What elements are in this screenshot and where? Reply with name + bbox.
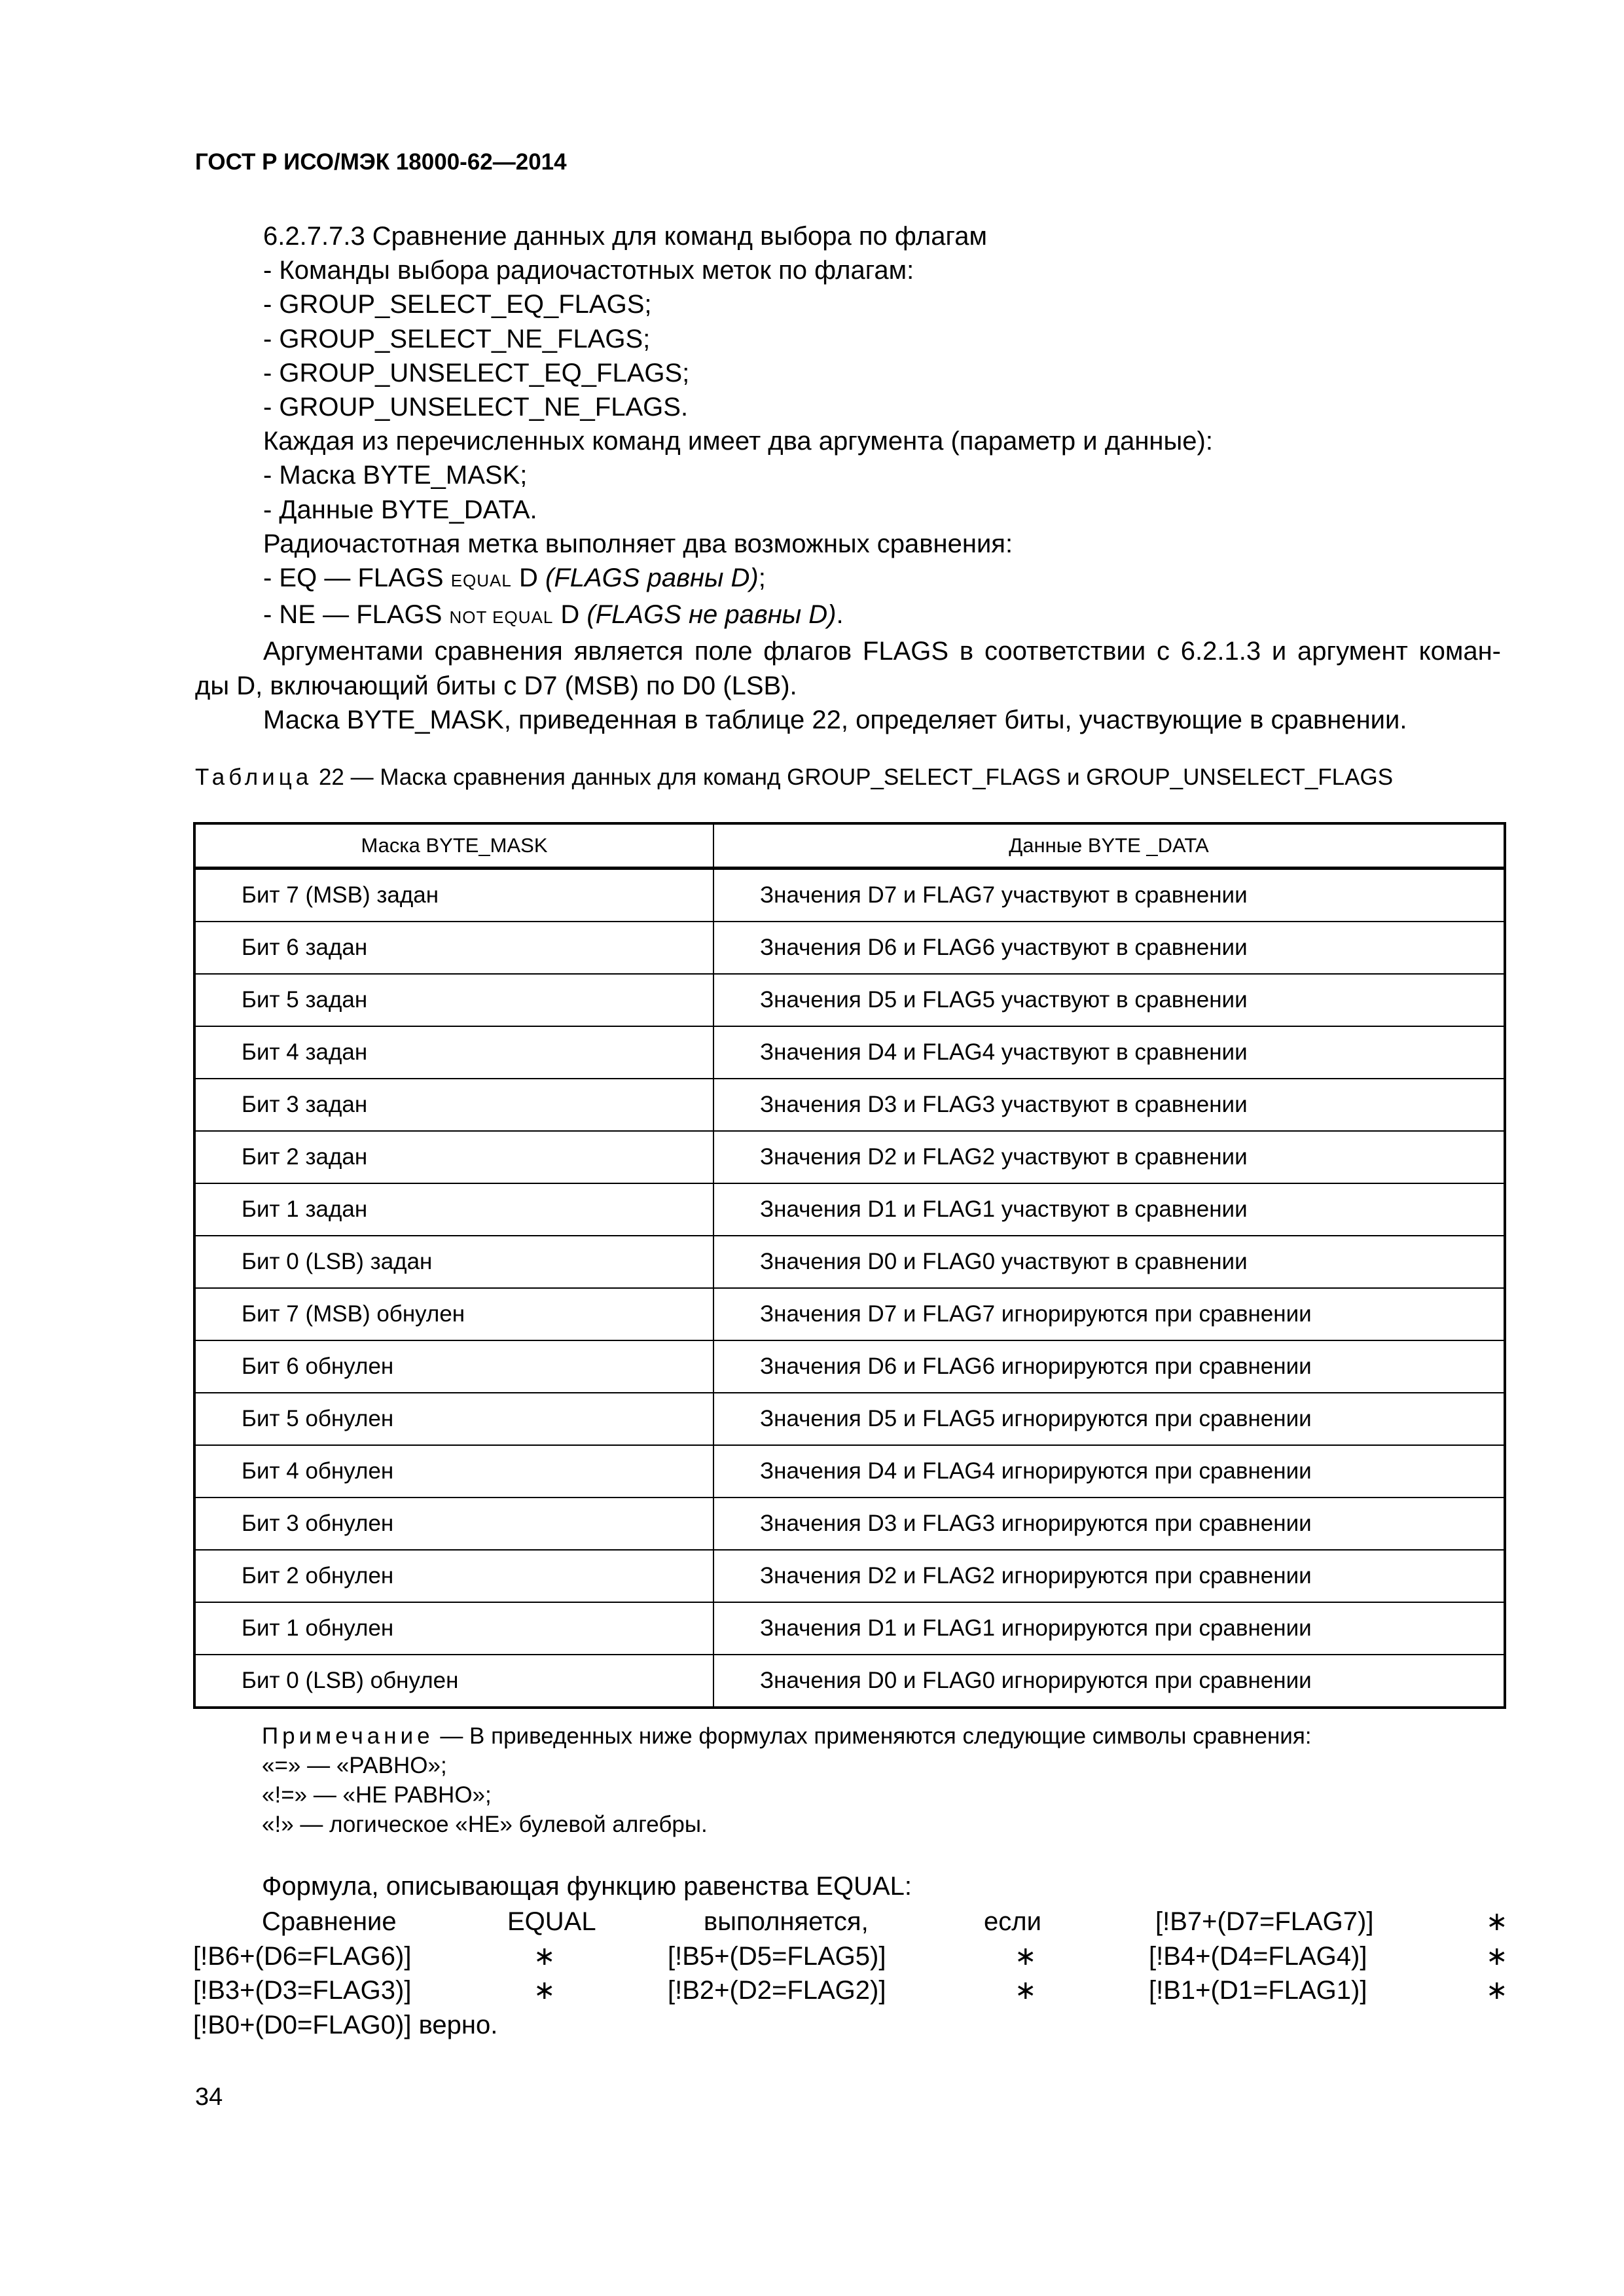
command-item: - GROUP_SELECT_NE_FLAGS; [263, 324, 651, 353]
table-caption [195, 764, 1393, 791]
commands-intro: - Команды выбора радиочастотных меток по флагам: [263, 256, 914, 285]
args-intro: Каждая из перечисленных команд имеет два аргумента (параметр и данные): [263, 427, 1213, 456]
formula-term: Сравнение [262, 1907, 397, 1936]
data-cell: Значения D6 и FLAG6 участвуют в сравнении [713, 922, 1505, 974]
table-row [194, 922, 1505, 974]
mask-cell: Бит 2 задан [194, 1131, 713, 1183]
formula-term: [!B3+(D3=FLAG3)] [193, 1976, 412, 2005]
note-line: «!» — логическое «НЕ» булевой алгебры. [262, 1812, 708, 1837]
table-row [194, 869, 1505, 922]
data-cell: Значения D4 и FLAG4 участвуют в сравнении [713, 1026, 1505, 1079]
table-row [194, 1183, 1505, 1236]
mask-cell: Бит 1 задан [194, 1183, 713, 1236]
note-heading [262, 1721, 1312, 1751]
formula-operator: ∗ [533, 1941, 556, 1971]
formula-term: [!B2+(D2=FLAG2)] [668, 1976, 886, 2005]
formula-operator: ∗ [533, 1976, 556, 2005]
table-row [194, 1131, 1505, 1183]
formula-operator: ∗ [1486, 1907, 1508, 1936]
command-item: - GROUP_UNSELECT_EQ_FLAGS; [263, 358, 690, 387]
mask-cell: Бит 3 обнулен [194, 1498, 713, 1550]
data-cell: Значения D3 и FLAG3 игнорируются при сравнении [713, 1498, 1505, 1550]
eq-suffix: D [511, 564, 545, 593]
eq-definition [195, 561, 1501, 598]
mask-table [193, 822, 1506, 1709]
note-text: — В приведенных ниже формулах применяются следующие символы сравнения: [433, 1723, 1312, 1749]
table-row [194, 1026, 1505, 1079]
table-body [194, 869, 1505, 1708]
formula-term: EQUAL [507, 1907, 596, 1936]
table-caption-text: 22 — Маска сравнения данных для команд GROUP_SELECT_FLAGS и GROUP_UNSELECT_FLAGS [312, 764, 1394, 790]
mask-cell: Бит 6 задан [194, 922, 713, 974]
document-header: ГОСТ Р ИСО/МЭК 18000-62—2014 [195, 149, 567, 175]
mask-cell: Бит 7 (MSB) обнулен [194, 1288, 713, 1340]
mask-cell: Бит 4 обнулен [194, 1445, 713, 1498]
ne-operator: NOT EQUAL [449, 607, 554, 628]
ne-meaning: (FLAGS не равны D) [586, 600, 837, 630]
formula-operator: ∗ [1486, 1941, 1508, 1971]
paragraph-arguments-line2: ды D, включающий биты с D7 (MSB) по D0 (LSB). [195, 671, 797, 700]
data-cell: Значения D6 и FLAG6 игнорируются при сравнении [713, 1340, 1505, 1393]
table-row [194, 1655, 1505, 1708]
eq-end: ; [758, 564, 766, 593]
command-item: - GROUP_UNSELECT_NE_FLAGS. [263, 393, 689, 422]
mask-cell: Бит 1 обнулен [194, 1602, 713, 1655]
table-caption-label: Таблица [195, 764, 313, 790]
data-cell: Значения D0 и FLAG0 игнорируются при сравнении [713, 1655, 1505, 1708]
data-cell: Значения D5 и FLAG5 игнорируются при сравнении [713, 1393, 1505, 1445]
mask-cell: Бит 5 обнулен [194, 1393, 713, 1445]
formula-operator: ∗ [1486, 1976, 1508, 2005]
note-label: Примечание [262, 1723, 434, 1749]
section-heading: 6.2.7.7.3 Сравнение данных для команд выбора по флагам [263, 222, 987, 251]
formula-term: [!B7+(D7=FLAG7)] [1155, 1907, 1374, 1936]
ne-end: . [836, 600, 844, 630]
command-item: - GROUP_SELECT_EQ_FLAGS; [263, 290, 652, 319]
eq-operator: EQUAL [450, 571, 512, 591]
table-row [194, 1550, 1505, 1602]
data-cell: Значения D3 и FLAG3 участвуют в сравнении [713, 1079, 1505, 1131]
arg-item: - Маска BYTE_MASK; [263, 461, 528, 490]
formula-term: [!B4+(D4=FLAG4)] [1149, 1941, 1367, 1971]
table-row [194, 1236, 1505, 1288]
ne-prefix: - NE — FLAGS [263, 600, 450, 630]
ne-suffix: D [553, 600, 587, 630]
data-cell: Значения D2 и FLAG2 участвуют в сравнении [713, 1131, 1505, 1183]
data-cell: Значения D1 и FLAG1 игнорируются при сравнении [713, 1602, 1505, 1655]
data-cell: Значения D5 и FLAG5 участвуют в сравнении [713, 974, 1505, 1026]
mask-cell: Бит 6 обнулен [194, 1340, 713, 1393]
formula-title: Формула, описывающая функцию равенства EQUAL: [262, 1872, 912, 1901]
data-cell: Значения D7 и FLAG7 игнорируются при сравнении [713, 1288, 1505, 1340]
mask-cell: Бит 5 задан [194, 974, 713, 1026]
table-row [194, 1498, 1505, 1550]
formula-term: [!B6+(D6=FLAG6)] [193, 1941, 412, 1971]
note-line: «=» — «РАВНО»; [262, 1753, 447, 1778]
eq-meaning: (FLAGS равны D) [545, 564, 759, 593]
table-row [194, 1288, 1505, 1340]
formula-term: [!B0+(D0=FLAG0)] верно. [193, 2010, 498, 2039]
eq-prefix: - EQ — FLAGS [263, 564, 451, 593]
table-row [194, 974, 1505, 1026]
data-cell: Значения D7 и FLAG7 участвуют в сравнении [713, 869, 1505, 922]
paragraph-arguments-line1: Аргументами сравнения является поле флагов FLAGS в соответствии с 6.2.1.3 и аргумент коман- [263, 637, 1501, 666]
data-cell: Значения D1 и FLAG1 участвуют в сравнении [713, 1183, 1505, 1236]
data-cell: Значения D2 и FLAG2 игнорируются при сравнении [713, 1550, 1505, 1602]
mask-cell: Бит 0 (LSB) задан [194, 1236, 713, 1288]
page-number: 34 [195, 2083, 223, 2111]
mask-cell: Бит 3 задан [194, 1079, 713, 1131]
formula-term: если [984, 1907, 1041, 1936]
formula-term: [!B5+(D5=FLAG5)] [668, 1941, 886, 1971]
note-line: «!=» — «НЕ РАВНО»; [262, 1782, 492, 1808]
compare-intro: Радиочастотная метка выполняет два возможных сравнения: [263, 529, 1013, 558]
mask-cell: Бит 4 задан [194, 1026, 713, 1079]
formula-operator: ∗ [1015, 1976, 1037, 2005]
formula-term: выполняется, [704, 1907, 869, 1936]
table-row [194, 1079, 1505, 1131]
arg-item: - Данные BYTE_DATA. [263, 495, 537, 524]
table-header-row [194, 823, 1505, 869]
table-row [194, 1340, 1505, 1393]
table-row [194, 1602, 1505, 1655]
column-header-mask: Маска BYTE_MASK [194, 823, 713, 869]
table-row [194, 1393, 1505, 1445]
data-cell: Значения D4 и FLAG4 игнорируются при сравнении [713, 1445, 1505, 1498]
ne-definition [195, 598, 1501, 634]
data-cell: Значения D0 и FLAG0 участвуют в сравнении [713, 1236, 1505, 1288]
mask-cell: Бит 0 (LSB) обнулен [194, 1655, 713, 1708]
paragraph-mask: Маска BYTE_MASK, приведенная в таблице 22, определяет биты, участвующие в сравнении. [263, 705, 1407, 734]
intro-text [195, 219, 1501, 737]
note [262, 1721, 1312, 1839]
mask-cell: Бит 2 обнулен [194, 1550, 713, 1602]
formula-term: [!B1+(D1=FLAG1)] [1149, 1976, 1367, 2005]
mask-cell: Бит 7 (MSB) задан [194, 869, 713, 922]
table-row [194, 1445, 1505, 1498]
column-header-data: Данные BYTE _DATA [713, 823, 1505, 869]
formula-operator: ∗ [1015, 1941, 1037, 1971]
